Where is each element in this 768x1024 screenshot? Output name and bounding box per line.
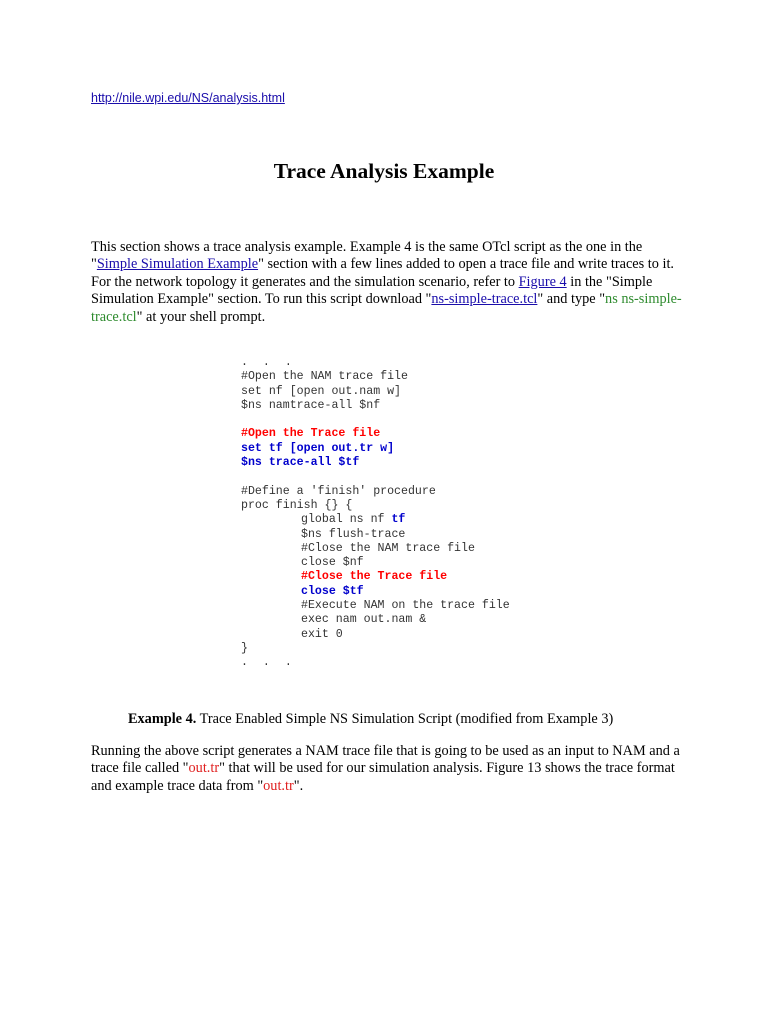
code-line: exit 0 [301,627,343,641]
outro-text-3: ". [293,777,304,794]
code-line: #Open the NAM trace file [241,370,408,384]
code-line [241,513,510,527]
intro-text-4: " and type " [537,291,606,308]
page-title: Trace Analysis Example [273,159,495,183]
code-line-added: close $tf [301,584,364,598]
example-caption [128,711,613,728]
simple-simulation-example-link[interactable]: Simple Simulation Example [96,256,259,273]
intro-paragraph [91,239,691,326]
source-url-link[interactable]: http://nile.wpi.edu/NS/analysis.html [91,91,285,105]
intro-text-5: " at your shell prompt. [136,308,266,325]
intro-text-1: This section shows a trace analysis example. Example 4 is the same OTcl script as the one in the " [91,239,643,273]
code-line: $ns namtrace-all $nf [241,398,381,412]
code-line: close $nf [301,556,364,570]
trace-filename: out.tr [263,777,294,794]
code-line: proc finish {} { [241,498,353,512]
code-listing [241,356,510,671]
code-line: #Define a 'finish' procedure [241,484,436,498]
code-line: } [241,641,248,655]
caption-text: Trace Enabled Simple NS Simulation Script (modified from Example 3) [196,711,614,727]
outro-text-2: " that will be used for our simulation analysis. Figure 13 shows the trace format and example trace data from " [91,760,675,794]
code-line: $ns flush-trace [301,527,406,541]
code-line: #Execute NAM on the trace file [301,599,510,613]
intro-text-3: in the "Simple Simulation Example" section. To run this script download " [91,273,653,308]
code-line-added: set tf [open out.tr w] [241,441,395,455]
code-token-added: tf [391,513,406,527]
outro-paragraph [91,743,691,795]
ns-simple-trace-download-link[interactable]: ns-simple-trace.tcl [431,291,538,308]
code-ellipsis-bottom: . . . [241,656,296,670]
caption-label: Example 4. [128,711,197,727]
code-line: #Close the NAM trace file [301,541,475,555]
code-line-added-comment: #Close the Trace file [301,570,448,584]
code-ellipsis-top: . . . [241,356,296,369]
figure-4-link[interactable]: Figure 4 [518,273,567,290]
code-line: set nf [open out.nam w] [241,384,402,398]
code-line: exec nam out.nam & [301,613,427,627]
outro-text-1: Running the above script generates a NAM trace file that is going to be used as an input to NAM and a trace file called " [91,743,680,777]
intro-text-2: " section with a few lines added to open a trace file and write traces to it. For the network topology it generates and the simulation scenario, refer to [91,256,675,290]
code-line-added: $ns trace-all $tf [241,456,360,470]
code-token: global ns nf [301,513,392,527]
code-line-added-comment: #Open the Trace file [241,427,381,441]
trace-filename: out.tr [188,760,220,777]
shell-command: ns ns-simple-trace.tcl [91,291,682,325]
